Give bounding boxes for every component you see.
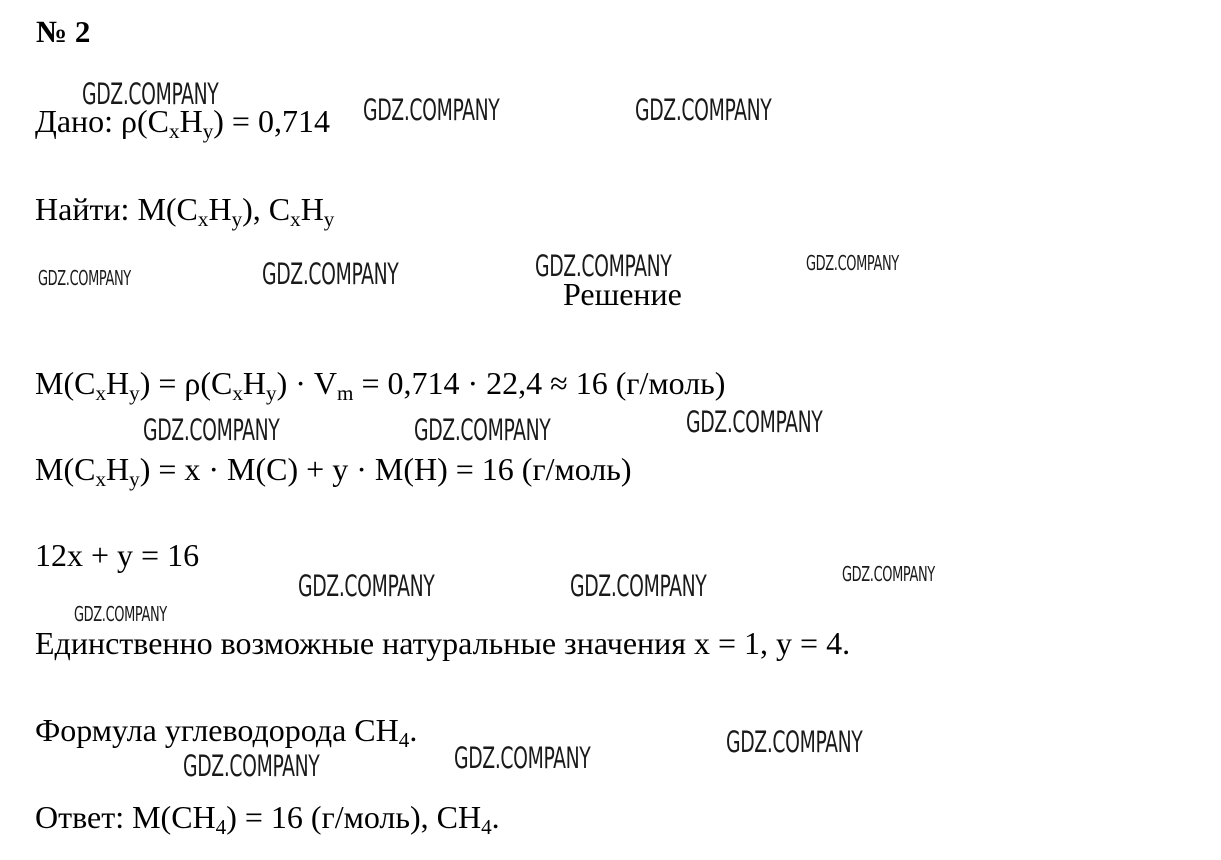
problem-number: № 2 [36,14,91,49]
watermark: GDZ.COMPANY [82,77,219,111]
watermark: GDZ.COMPANY [414,413,551,447]
equation-molar-mass: $M(C_xH_y) = \rho(C_xH_y) \cdot V_m = 0,714 \cdot 22,4 \approx 16$ (г/моль) [35,365,726,405]
watermark: GDZ.COMPANY [363,93,500,127]
watermark: GDZ.COMPANY [726,725,863,759]
watermark: GDZ.COMPANY [262,257,399,291]
watermark: GDZ.COMPANY [183,749,320,783]
equation-linear: 12x + y = 16 [35,537,200,573]
watermark: GDZ.COMPANY [143,413,280,447]
formula-line: Формула углеводорода $CH_4$. [35,712,418,752]
find-formula: $M(C_xH_y)$, $C_xH_y$ [137,191,335,231]
watermark: GDZ.COMPANY [298,569,435,603]
watermark: GDZ.COMPANY [806,251,899,275]
watermark: GDZ.COMPANY [454,741,591,775]
watermark: GDZ.COMPANY [635,93,772,127]
find-label: Найти: [35,191,130,227]
natural-values-line: Единственно возможные натуральные значения x = 1, y = 4. [35,625,851,661]
watermark: GDZ.COMPANY [842,562,935,586]
watermark: GDZ.COMPANY [38,266,131,290]
given-formula: $\rho(C_xH_y) = 0,714$ [121,103,330,143]
watermark: GDZ.COMPANY [570,569,707,603]
watermark: GDZ.COMPANY [686,405,823,439]
solution-heading: Решение [563,276,682,312]
answer-line: Ответ: $M(CH_4) = 16$ (г/моль), $CH_4$. [35,799,500,839]
equation-composition: $M(C_xH_y) = x \cdot M(C) + y \cdot M(H) = 16$ (г/моль) [35,451,632,491]
watermark: GDZ.COMPANY [535,249,672,283]
find-line [35,191,335,231]
given-label: Дано: [35,103,114,139]
watermark: GDZ.COMPANY [74,602,167,626]
